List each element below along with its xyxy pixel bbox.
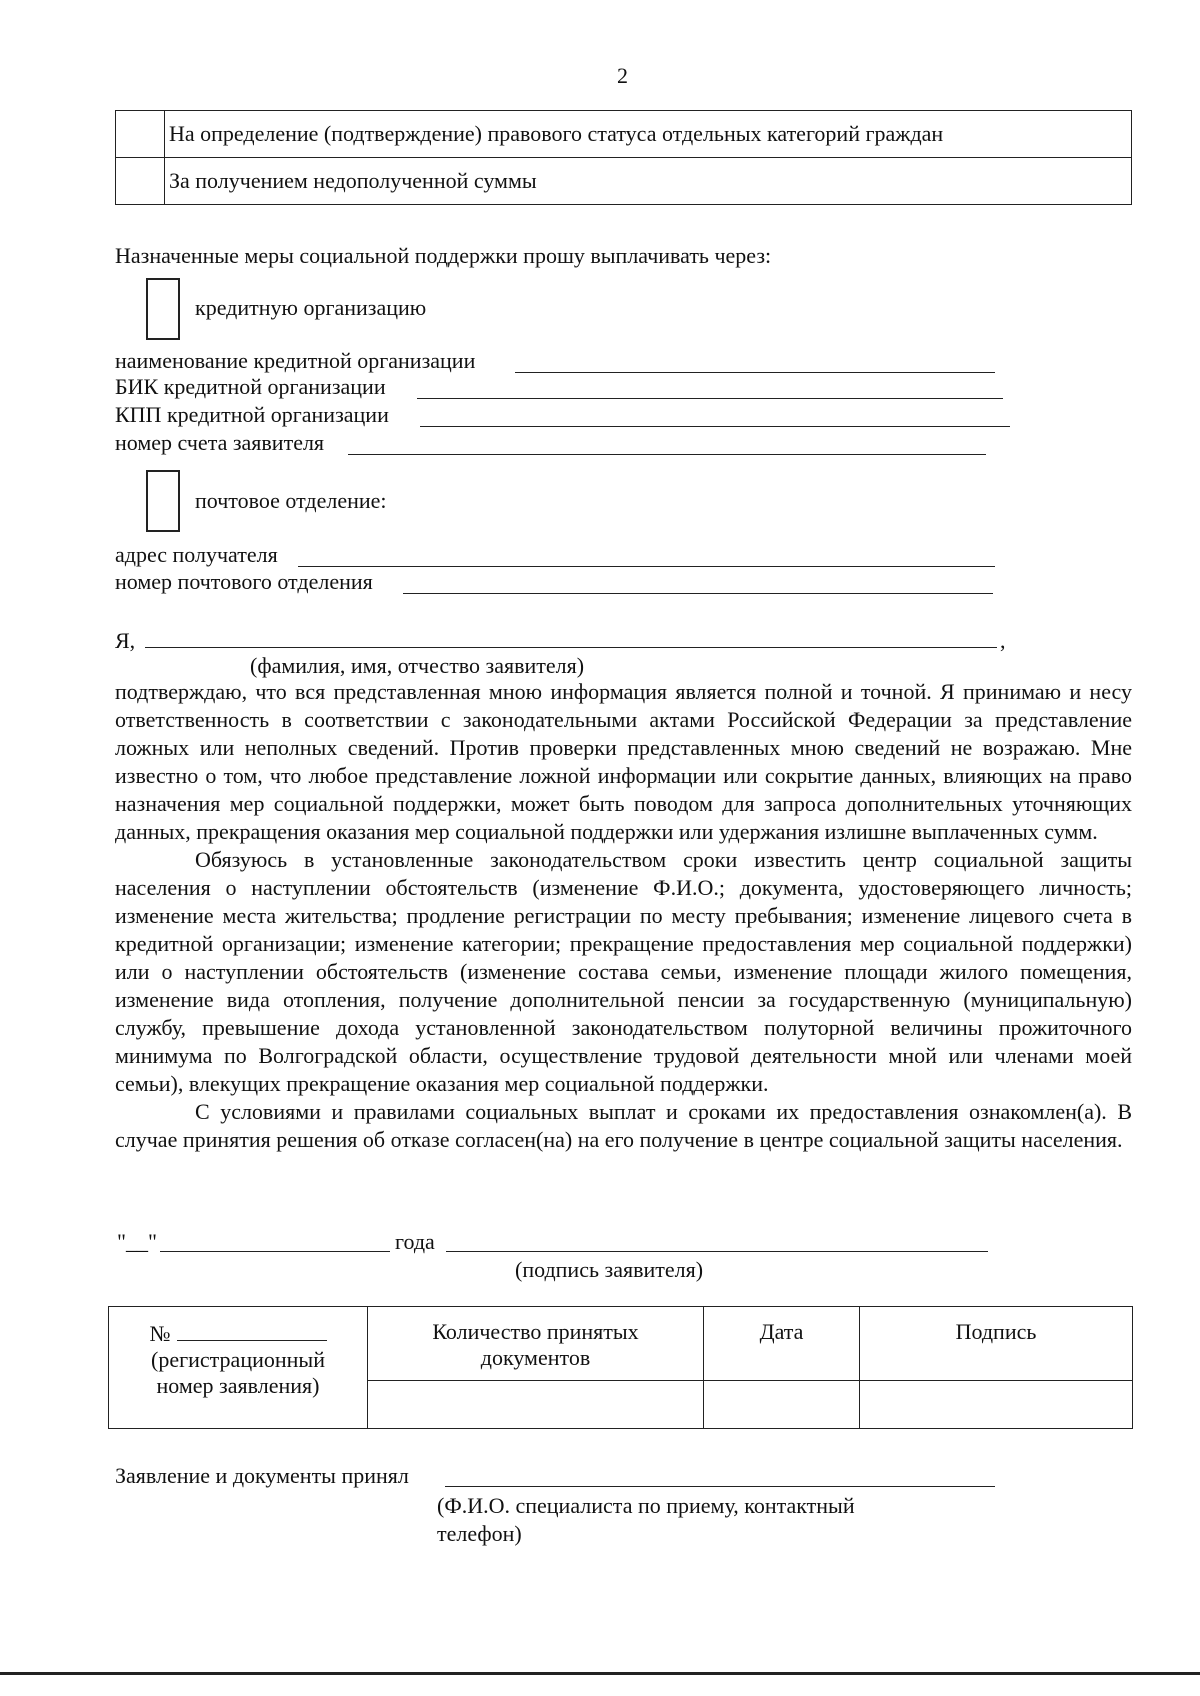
specialist-caption: (Ф.И.О. специалиста по приему, контактный телефон): [437, 1493, 855, 1546]
table-row: [116, 158, 1132, 205]
applicant-caption: (фамилия, имя, отчество заявителя): [250, 653, 585, 678]
header-documents-count: Количество принятых документов: [368, 1307, 704, 1381]
specialist-field[interactable]: [445, 1486, 995, 1487]
signature-caption: (подпись заявителя): [515, 1257, 704, 1282]
post-office-checkbox[interactable]: [146, 470, 180, 532]
application-type-table: [115, 110, 1132, 205]
credit-org-checkbox[interactable]: [146, 278, 180, 340]
bik-field[interactable]: [417, 398, 1003, 399]
accepted-label: Заявление и документы принял: [115, 1463, 409, 1488]
date-day: "__": [117, 1229, 157, 1254]
declaration-paragraph-2: Обязуюсь в установленные законодательством сроки известить центр социальной защиты населения о наступлении обстоятельств (изменение Ф.И.О.; документа, удостоверяющего личность; изменение места жительства; продление регистрации по месту пребывания; изменение лицевого счета в кредитной организации; изменение категории; прекращение предоставления мер социальной поддержки) или о наступлении обстоятельств (изменение состава семьи, изменение площади жилого помещения, изменение вида отопления, получение дополнительной пенсии за государственную (муниципальную) службу, превышение дохода установленной законодательством полуторной величины прожиточного минимума по Волгоградской области, осуществление трудовой деятельности мной или членами моей семьи), влекущих прекращение оказания мер социальной поддержки.: [115, 847, 1132, 1096]
applicant-suffix: ,: [1000, 628, 1006, 653]
documents-count-input[interactable]: [368, 1381, 704, 1429]
declaration-paragraph-3: С условиями и правилами социальных выплат и сроками их предоставления ознакомлен(а). В случае принятия решения об отказе согласен(на) на его получение в центре социальной защиты населения.: [115, 1099, 1132, 1152]
account-number-field[interactable]: [348, 454, 986, 455]
kpp-field[interactable]: [420, 426, 1010, 427]
page-bottom-rule: [0, 1672, 1200, 1675]
post-office-number-field[interactable]: [403, 593, 993, 594]
credit-org-name-field[interactable]: [515, 372, 995, 373]
reg-number-cell: [109, 1307, 368, 1429]
number-sign: №: [149, 1321, 171, 1346]
reg-number-field[interactable]: [177, 1326, 327, 1341]
signature-field[interactable]: [446, 1251, 988, 1252]
row-checkbox-cell[interactable]: [116, 158, 165, 205]
applicant-name-field[interactable]: [145, 647, 997, 648]
row-text: На определение (подтверждение) правового статуса отдельных категорий граждан: [165, 111, 1132, 158]
header-signature: Подпись: [860, 1307, 1133, 1381]
page-number: 2: [617, 63, 628, 88]
row-text: За получением недополученной суммы: [165, 158, 1132, 205]
signature-input[interactable]: [860, 1381, 1133, 1429]
field-label: БИК кредитной организации: [115, 374, 386, 399]
payment-intro: Назначенные меры социальной поддержки прошу выплачивать через:: [115, 243, 772, 268]
field-label: КПП кредитной организации: [115, 402, 389, 427]
field-label: номер почтового отделения: [115, 569, 373, 594]
table-row: [116, 111, 1132, 158]
reg-caption: (регистрационный номер заявления): [151, 1347, 325, 1398]
registration-table: [108, 1306, 1133, 1429]
table-row: [109, 1307, 1133, 1381]
date-input[interactable]: [704, 1381, 860, 1429]
declaration-text: [115, 678, 1132, 1154]
field-label: наименование кредитной организации: [115, 348, 476, 373]
credit-org-label: кредитную организацию: [195, 295, 427, 320]
year-word: года: [395, 1229, 435, 1254]
row-checkbox-cell[interactable]: [116, 111, 165, 158]
date-month-field[interactable]: [160, 1251, 390, 1252]
header-date: Дата: [704, 1307, 860, 1381]
post-office-label: почтовое отделение:: [195, 488, 387, 513]
applicant-prefix: Я,: [115, 628, 136, 653]
recipient-address-field[interactable]: [298, 566, 995, 567]
field-label: адрес получателя: [115, 542, 278, 567]
field-label: номер счета заявителя: [115, 430, 325, 455]
declaration-paragraph-1: подтверждаю, что вся представленная мною информация является полной и точной. Я принимаю и несу ответственность в соответствии с законодательными актами Российской Федерации за представление ложных или неполных сведений. Против проверки представленных мною сведений не возражаю. Мне известно о том, что любое представление ложной информации или сокрытие данных, влияющих на право назначения мер социальной поддержки, может быть поводом для запроса дополнительных уточняющих данных, прекращения оказания мер социальной поддержки или удержания излишне выплаченных сумм.: [115, 679, 1132, 844]
